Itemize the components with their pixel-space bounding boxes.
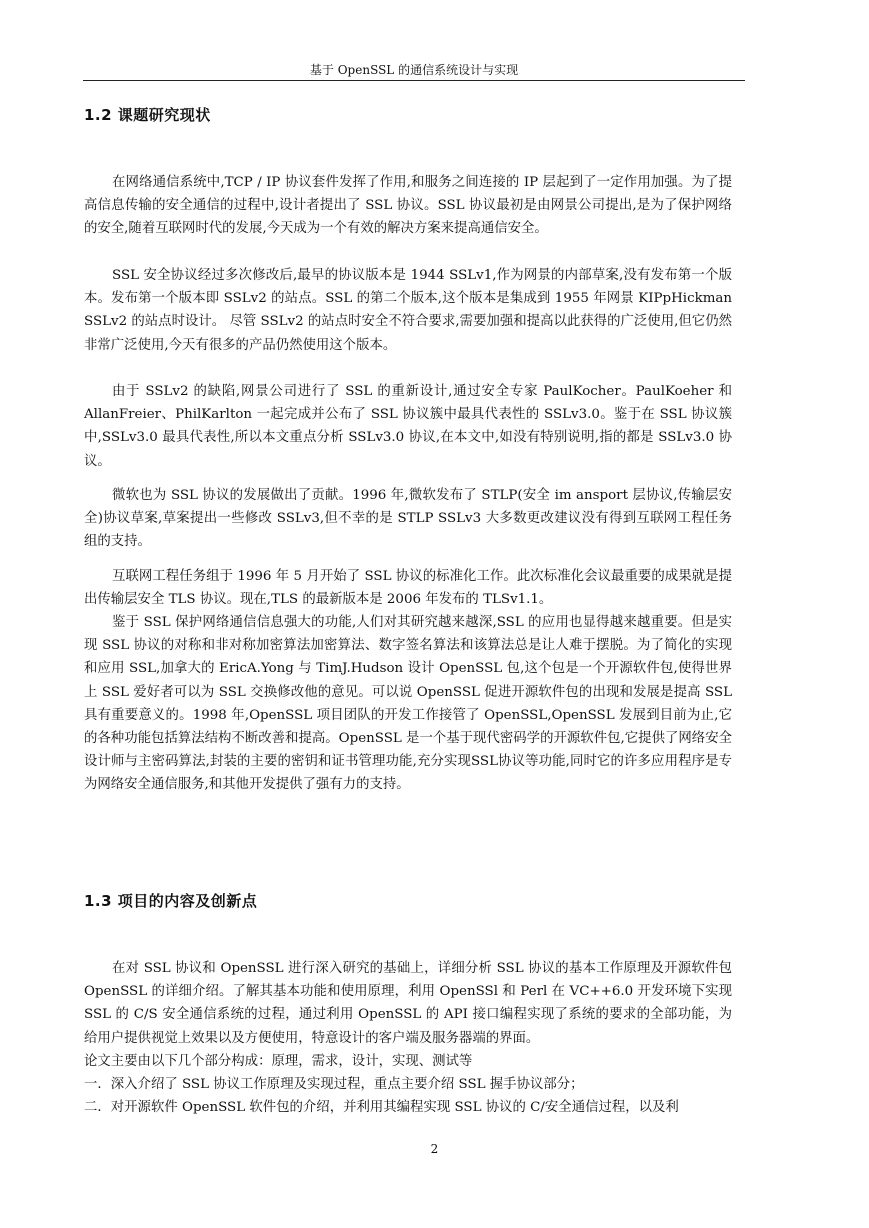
structure-line: 论文主要由以下几个部分构成：原理，需求，设计，实现、测试等 — [84, 1054, 473, 1069]
contents-list — [84, 1073, 732, 1119]
running-header: 基于 OpenSSL 的通信系统设计与实现 — [309, 63, 519, 77]
paragraph-1: 在网络通信系统中,TCP / IP 协议套件发挥了作用,和服务之间连接的 IP 层起到了一定作用加强。为了提高信息传输的安全通信的过程中,设计者提出了 SSL 协议。SSL 协议最初是由网景公司提出,是为了保护网络的安全,随着互联网时代的发展,今天成为一个有效的解决方案来提高通信安全。 — [84, 175, 732, 237]
list-item: 二．对开源软件 OpenSSL 软件包的介绍，并利用其编程实现 SSL 协议的 C/安全通信过程，以及利 — [84, 1100, 679, 1116]
section-heading-1-3: 1.3 项目的内容及创新点 — [84, 892, 258, 910]
paragraph-5: 互联网工程任务组于 1996 年 5 月开始了 SSL 协议的标准化工作。此次标准化会议最重要的成果就是提出传输层安全 TLS 协议。现在,TLS 的最新版本是 2006 年发布的 TLSv1.1。 — [84, 569, 732, 608]
section-heading-1-2: 1.2 课题研究现状 — [84, 106, 211, 124]
header-rule — [83, 80, 745, 81]
paragraph-2: SSL 安全协议经过多次修改后,最早的协议版本是 1944 SSLv1,作为网景的内部草案,没有发布第一个版本。发布第一个版本即 SSLv2 的站点。SSL 的第二个版本,这个版本是集成到 1955 年网景 KIPpHickman SSLv2 的站点时设计。 尽管 SSLv2 的站点时安全不符合要求,需要加强和提高以此获得的广泛使用,但它仍然非常广泛使用,今天有很多的产品仍然使用这个版本。 — [84, 268, 732, 353]
list-item: 一．深入介绍了 SSL 协议工作原理及实现过程，重点主要介绍 SSL 握手协议部分； — [84, 1077, 584, 1092]
paragraph-6: 鉴于 SSL 保护网络通信信息强大的功能,人们对其研究越来越深,SSL 的应用也显得越来越重要。但是实现 SSL 协议的对称和非对称加密算法加密算法、数字签名算法和该算法总是让人难于摆脱。为了简化的实现和应用 SSL,加拿大的 EricA.Yong 与 TimJ.Hudson 设计 OpenSSL 包,这个包是一个开源软件包,使得世界上 SSL 爱好者可以为 SSL 交换修改他的意见。可以说 OpenSSL 促进开源软件包的出现和发展是提高 SSL 具有重要意义的。1998 年,OpenSSL 项目团队的开发工作接管了 OpenSSL,OpenSSL 发展到目前为止,它的各种功能包括算法结构不断改善和提高。OpenSSL 是一个基于现代密码学的开源软件包,它提供了网络安全设计师与主密码算法,封装的主要的密钥和证书管理功能,充分实现SSL协议等功能,同时它的许多应用程序是专为网络安全通信服务,和其他开发提供了强有力的支持。 — [84, 615, 732, 793]
paragraph-4: 微软也为 SSL 协议的发展做出了贡献。1996 年,微软发布了 STLP(安全 im ansport 层协议,传输层安全)协议草案,草案提出一些修改 SSLv3,但不幸的是 STLP SSLv3 大多数更改建议没有得到互联网工程任务组的支持。 — [84, 488, 732, 550]
paragraph-3: 由于 SSLv2 的缺陷,网景公司进行了 SSL 的重新设计,通过安全专家 PaulKocher。PaulKoeher 和 AllanFreier、PhilKarlton 一起完成并公布了 SSL 协议簇中最具代表性的 SSLv3.0。鉴于在 SSL 协议簇中,SSLv3.0 最具代表性,所以本文重点分析 SSLv3.0 协议,在本文中,如没有特别说明,指的都是 SSLv3.0 协议。 — [84, 384, 732, 469]
paragraph-7: 在对 SSL 协议和 OpenSSL 进行深入研究的基础上，详细分析 SSL 协议的基本工作原理及开源软件包 OpenSSL 的详细介绍。了解其基本功能和使用原理，利用 OpenSSl 和 Perl 在 VC++6.0 开发环境下实现 SSL 的 C/S 安全通信系统的过程，通过利用 OpenSSL 的 API 接口编程实现了系统的要求的全部功能，为给用户提供视觉上效果以及方便使用，特意设计的客户端及服务器端的界面。 — [84, 961, 732, 1046]
page-number: 2 — [430, 1142, 439, 1156]
